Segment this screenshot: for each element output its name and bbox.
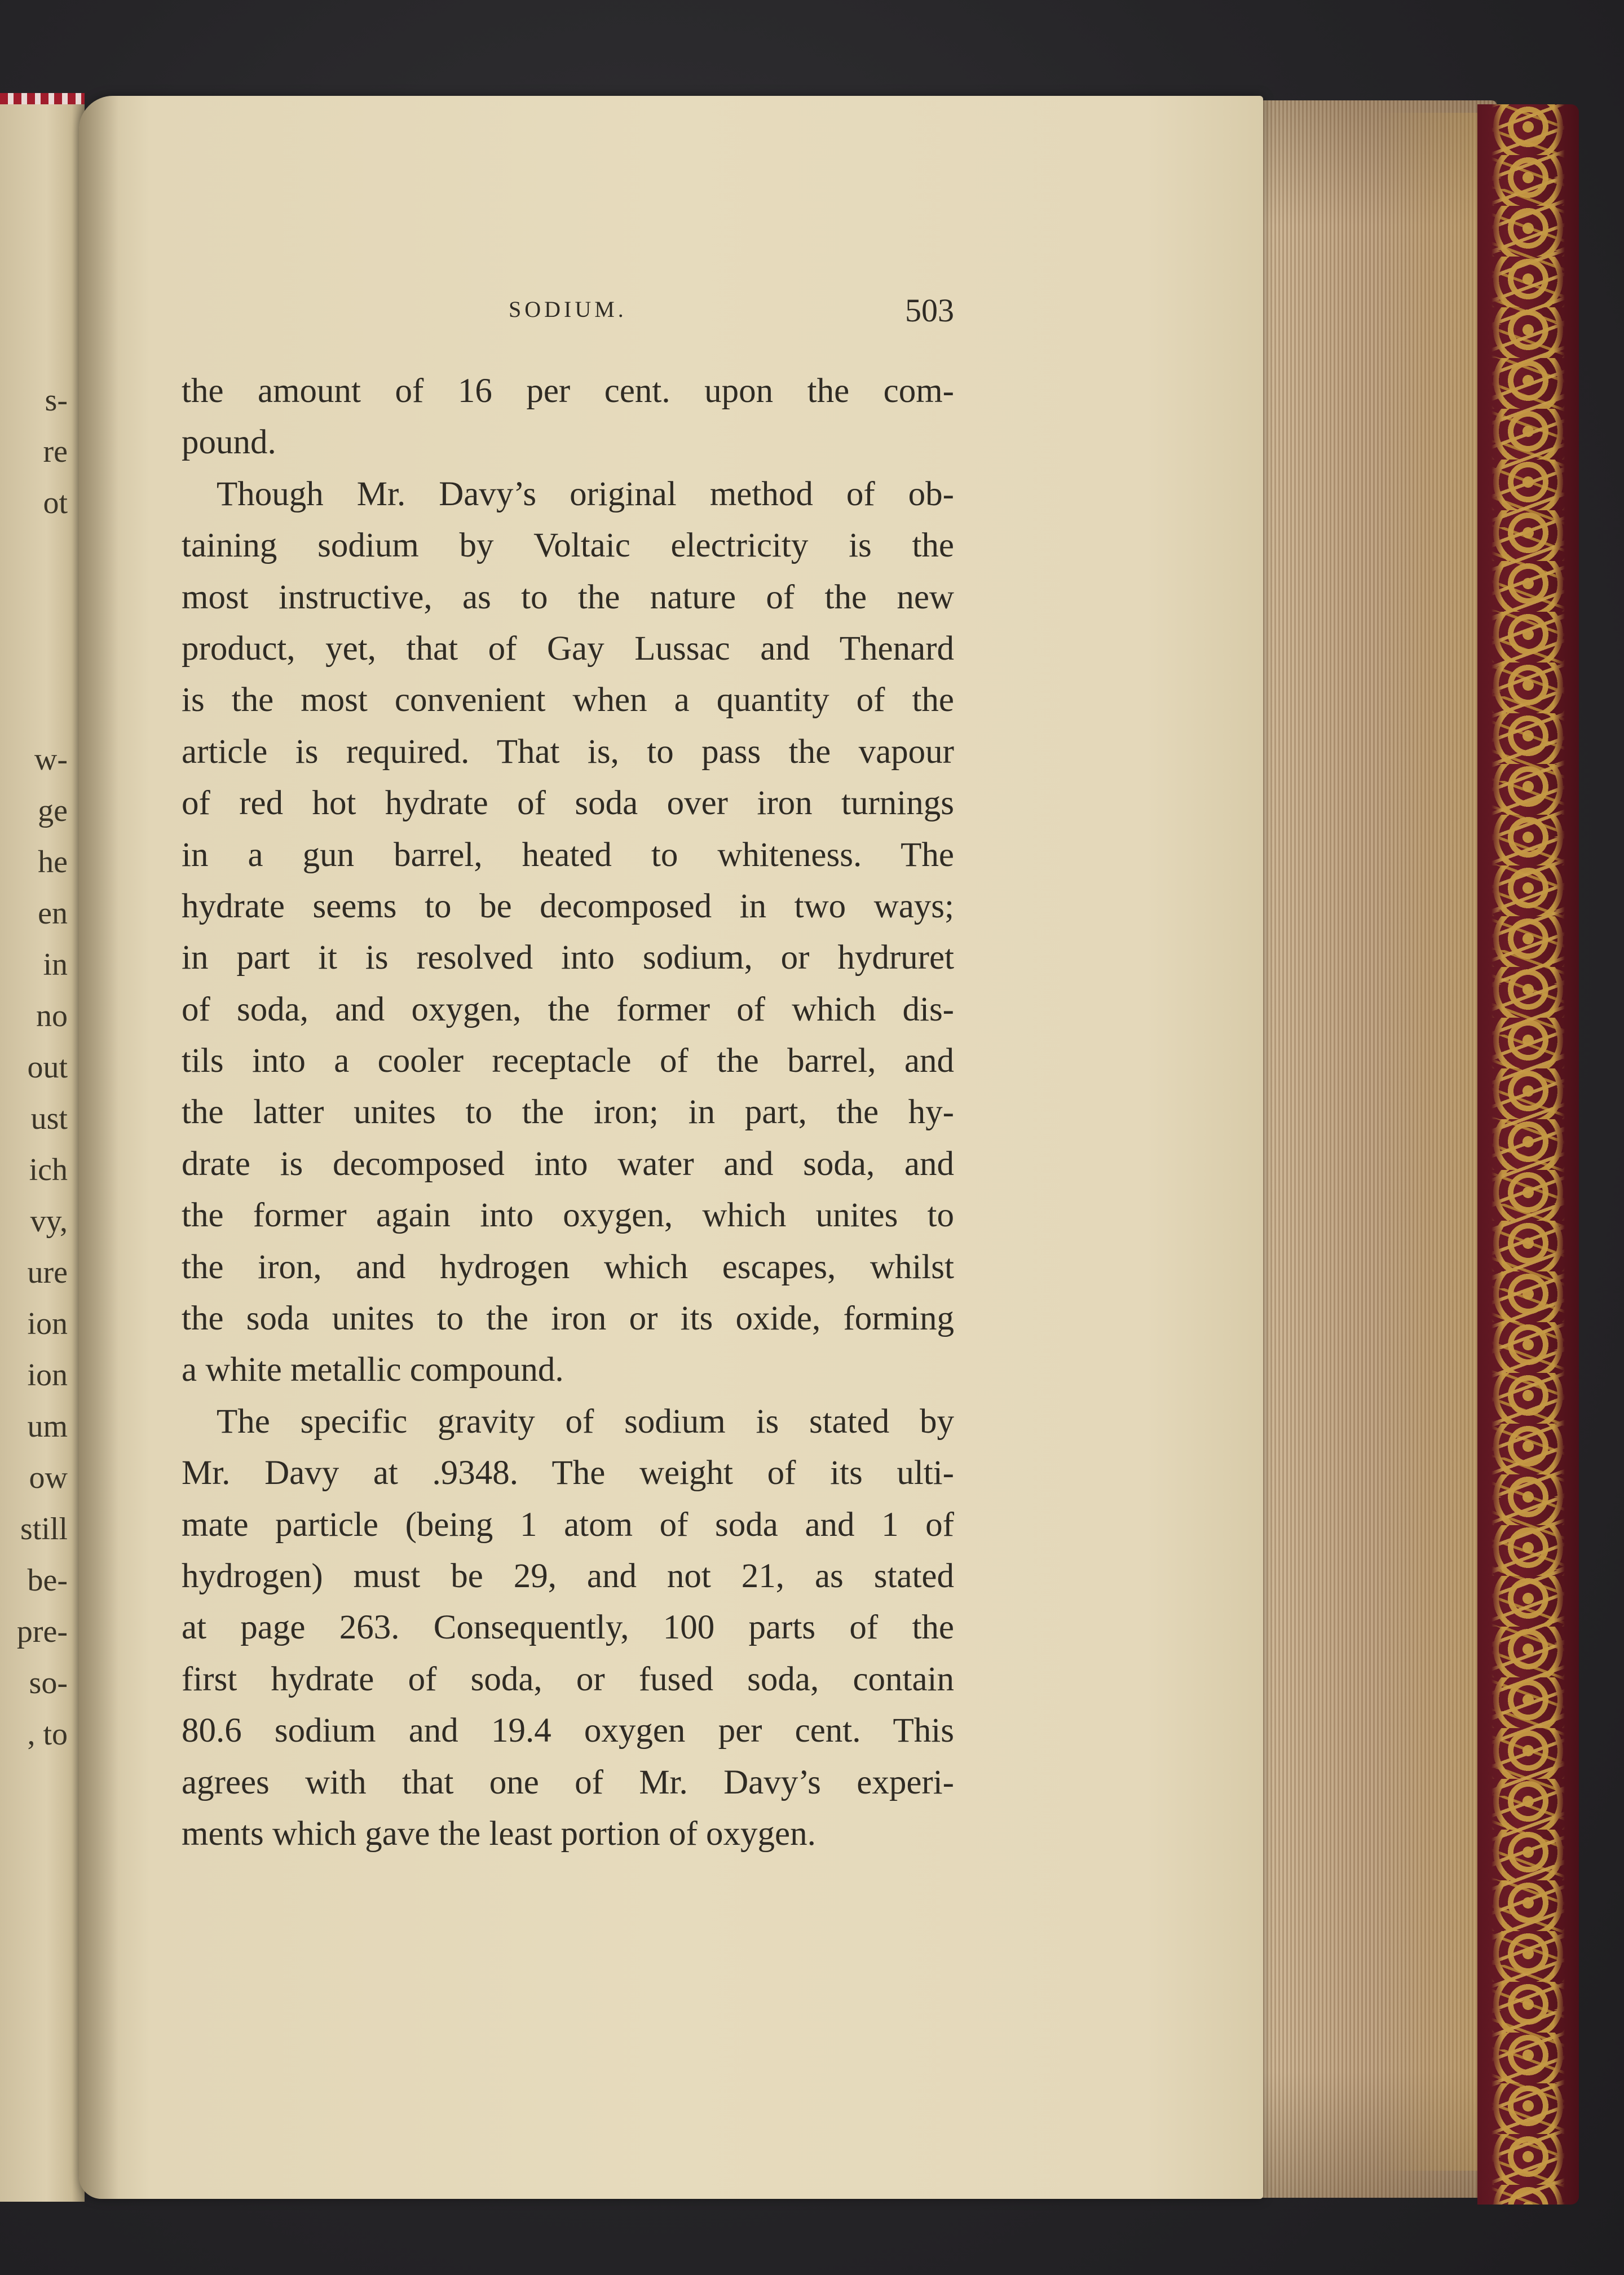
text-line: Though Mr. Davy’s original method of ob- <box>217 475 954 513</box>
text-line: the former again into oxygen, which unites to <box>182 1196 954 1235</box>
left-page-fragment: ich <box>29 1152 68 1187</box>
left-page-fragment: ust <box>30 1101 68 1136</box>
text-line: hydrate seems to be decomposed in two ways; <box>182 887 954 925</box>
leather-cover <box>1477 104 1579 2205</box>
left-page-fragment: pre- <box>16 1614 68 1649</box>
text-line: is the most convenient when a quantity of the <box>182 681 954 719</box>
left-page-fragment: ion <box>27 1306 68 1341</box>
text-line: Mr. Davy at .9348. The weight of its ulti- <box>182 1454 954 1492</box>
page-gutter <box>79 96 118 2199</box>
text-line: mate particle (being 1 atom of soda and 1 of <box>182 1505 954 1544</box>
left-page-fragment: ion <box>27 1358 68 1393</box>
text-line: the iron, and hydrogen which escapes, whilst <box>182 1248 954 1286</box>
text-line: The specific gravity of sodium is stated by <box>217 1402 954 1441</box>
running-title: SODIUM. <box>509 297 627 322</box>
text-line: most instructive, as to the nature of the new <box>182 578 954 616</box>
text-line: pound. <box>182 423 276 462</box>
gilt-edge <box>1376 113 1494 2171</box>
left-page-fragment: um <box>27 1409 68 1444</box>
text-line: drate is decomposed into water and soda, and <box>182 1145 954 1183</box>
left-page-fragment <box>0 529 68 580</box>
left-page-fragment: he <box>38 845 68 880</box>
left-page-fragment: be- <box>27 1563 68 1598</box>
text-line: the latter unites to the iron; in part, the hy- <box>182 1093 954 1132</box>
left-page-fragment <box>0 580 68 631</box>
left-page-fragment: no <box>36 999 68 1033</box>
left-page-fragment: w- <box>34 742 68 777</box>
text-line: at page 263. Consequently, 100 parts of the <box>182 1609 954 1647</box>
text-line: article is required. That is, to pass the vapour <box>182 732 954 771</box>
left-page-fragment: ot <box>43 485 68 520</box>
left-page-fragment: en <box>38 896 68 931</box>
left-page-fragment: s- <box>45 383 68 418</box>
text-line: first hydrate of soda, or fused soda, contain <box>182 1660 954 1698</box>
text-line: of red hot hydrate of soda over iron turnings <box>182 784 954 823</box>
left-page-fragment: ow <box>29 1460 68 1495</box>
left-page-fragment: so- <box>29 1666 68 1700</box>
left-page-text-fragments <box>0 375 68 1760</box>
text-line: of soda, and oxygen, the former of which dis- <box>182 990 954 1028</box>
body-text <box>182 365 954 1859</box>
left-page-fragment: re <box>43 434 68 469</box>
gold-tooling-ornament <box>1491 104 1565 2205</box>
left-page-fragment: out <box>27 1050 68 1085</box>
text-line: hydrogen) must be 29, and not 21, as stated <box>182 1557 954 1595</box>
left-page-fragment <box>0 683 68 734</box>
text-line: agrees with that one of Mr. Davy’s experi- <box>182 1763 954 1801</box>
left-page-fragment <box>0 631 68 683</box>
text-line: product, yet, that of Gay Lussac and Thenard <box>182 629 954 668</box>
text-line: a white metallic compound. <box>182 1351 564 1389</box>
left-page-fragment: vy, <box>30 1204 68 1239</box>
text-line: ments which gave the least portion of oxygen. <box>182 1814 816 1853</box>
text-line: in part it is resolved into sodium, or hydruret <box>182 939 954 977</box>
text-line: in a gun barrel, heated to whiteness. The <box>182 836 954 874</box>
left-page-fragment: ge <box>38 793 68 828</box>
text-line: 80.6 sodium and 19.4 oxygen per cent. This <box>182 1712 954 1750</box>
left-page-fragment: still <box>20 1512 68 1547</box>
text-line: the amount of 16 per cent. upon the com- <box>182 372 954 410</box>
text-line: taining sodium by Voltaic electricity is the <box>182 527 954 565</box>
left-page-fragment: , to <box>27 1717 68 1752</box>
page-number: 503 <box>905 292 954 329</box>
text-line: tils into a cooler receptacle of the barrel, and <box>182 1042 954 1080</box>
text-line: the soda unites to the iron or its oxide, forming <box>182 1300 954 1338</box>
running-head <box>182 292 954 335</box>
left-page-fragment: in <box>43 947 68 982</box>
left-page-fragment: ure <box>27 1255 68 1290</box>
